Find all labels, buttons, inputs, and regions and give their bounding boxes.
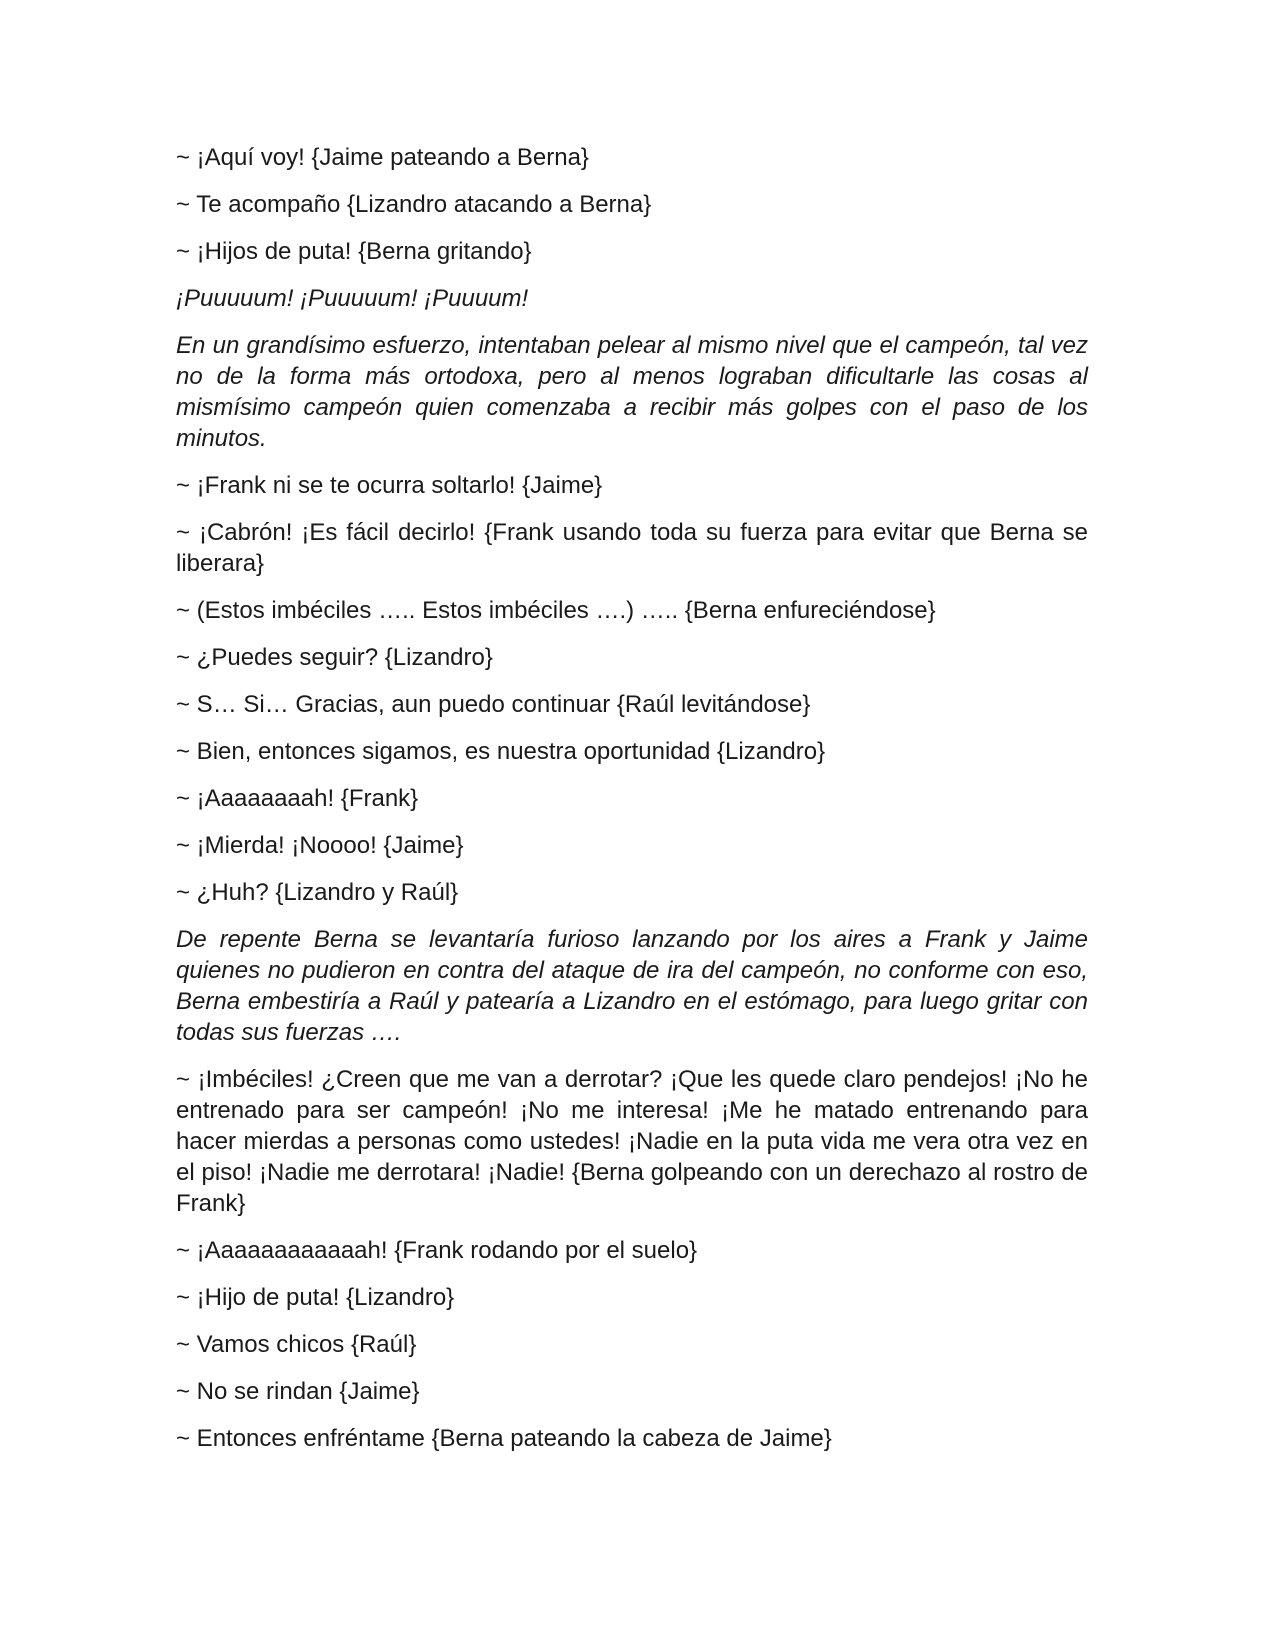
dialogue-line: ~ ¡Hijos de puta! {Berna gritando} — [176, 238, 532, 265]
dialogue-line: ~ Vamos chicos {Raúl} — [176, 1331, 417, 1358]
dialogue-line: ~ ¡Aaaaaaaaaaaah! {Frank rodando por el suelo} — [176, 1237, 698, 1264]
dialogue-line: ~ Te acompaño {Lizandro atacando a Berna} — [176, 191, 652, 218]
narration-line: ¡Puuuuum! ¡Puuuuum! ¡Puuuum! — [176, 285, 529, 312]
dialogue-line: ~ ¡Hijo de puta! {Lizandro} — [176, 1284, 455, 1311]
dialogue-line: ~ ¡Aquí voy! {Jaime pateando a Berna} — [176, 144, 589, 171]
dialogue-line: ~ S… Si… Gracias, aun puedo continuar {Raúl levitándose} — [176, 691, 811, 718]
dialogue-line: ~ Bien, entonces sigamos, es nuestra oportunidad {Lizandro} — [176, 738, 826, 765]
dialogue-line: ~ ¡Mierda! ¡Noooo! {Jaime} — [176, 832, 464, 859]
dialogue-line: ~ ¿Huh? {Lizandro y Raúl} — [176, 879, 459, 906]
document-page — [176, 142, 1088, 1470]
dialogue-line: ~ No se rindan {Jaime} — [176, 1378, 420, 1405]
dialogue-line: ~ ¡Frank ni se te ocurra soltarlo! {Jaime} — [176, 472, 603, 499]
narration-paragraph: De repente Berna se levantaría furioso lanzando por los aires a Frank y Jaime quienes no pudieron en contra del ataque de ira del campeón, no conforme con eso, Berna embestiría a Raúl y patearía a Lizandro en el estómago, para luego gritar con todas sus fuerzas …. — [176, 926, 1088, 1046]
dialogue-line: ~ ¡Aaaaaaaah! {Frank} — [176, 785, 419, 812]
dialogue-line: ~ (Estos imbéciles ….. Estos imbéciles ….) ….. {Berna enfureciéndose} — [176, 597, 936, 624]
dialogue-line: ~ Entonces enfréntame {Berna pateando la cabeza de Jaime} — [176, 1425, 832, 1452]
dialogue-paragraph: ~ ¡Imbéciles! ¿Creen que me van a derrotar? ¡Que les quede claro pendejos! ¡No he entrenado para ser campeón! ¡No me interesa! ¡Me he matado entrenando para hacer mierdas a personas como ustedes! ¡Nadie en la puta vida me vera otra vez en el piso! ¡Nadie me derrotara! ¡Nadie! {Berna golpeando con un derechazo al rostro de Frank} — [176, 1066, 1088, 1217]
dialogue-line: ~ ¿Puedes seguir? {Lizandro} — [176, 644, 493, 671]
narration-paragraph: En un grandísimo esfuerzo, intentaban pelear al mismo nivel que el campeón, tal vez no de la forma más ortodoxa, pero al menos lograban dificultarle las cosas al mismísimo campeón quien comenzaba a recibir más golpes con el paso de los minutos. — [176, 332, 1088, 452]
dialogue-line: ~ ¡Cabrón! ¡Es fácil decirlo! {Frank usando toda su fuerza para evitar que Berna se liberara} — [176, 519, 1088, 577]
